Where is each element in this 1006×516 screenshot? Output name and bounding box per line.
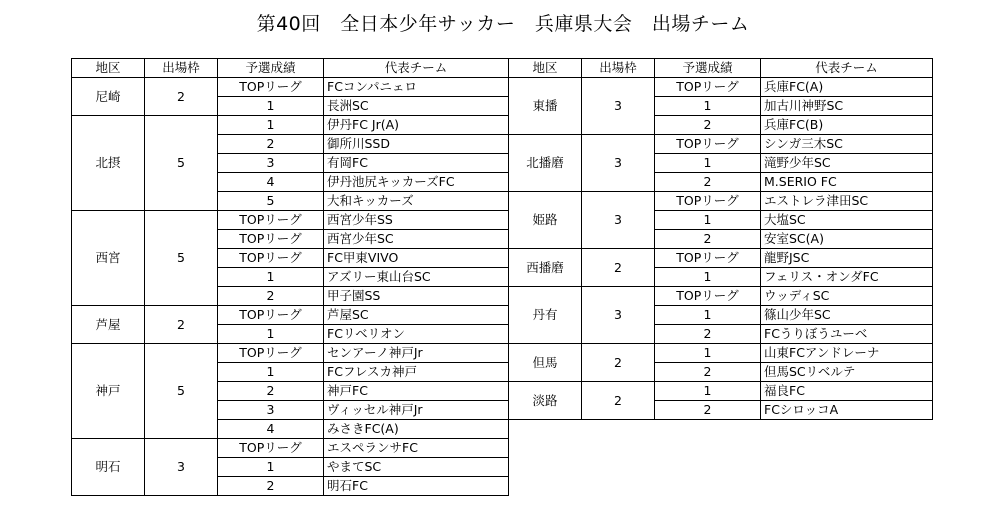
qualifying-result-cell: TOPリーグ [218, 78, 324, 97]
slots-cell: 3 [582, 135, 655, 192]
table-row [509, 382, 933, 401]
table-row [509, 192, 933, 211]
team-name-cell: ヴィッセル神戸Jr [324, 401, 509, 420]
team-name-cell: エスペランサFC [324, 439, 509, 458]
slots-cell: 2 [582, 344, 655, 382]
district-cell: 西播磨 [509, 249, 582, 287]
team-name-cell: 加古川神野SC [761, 97, 933, 116]
qualifying-result-cell: TOPリーグ [655, 78, 761, 97]
team-name-cell: 篠山少年SC [761, 306, 933, 325]
team-name-cell: 長洲SC [324, 97, 509, 116]
team-name-cell: やまてSC [324, 458, 509, 477]
team-name-cell: 有岡FC [324, 154, 509, 173]
team-name-cell: 大塩SC [761, 211, 933, 230]
team-name-cell: エストレラ津田SC [761, 192, 933, 211]
qualifying-result-cell: 2 [655, 325, 761, 344]
team-name-cell: FCシロッコA [761, 401, 933, 420]
qualifying-result-cell: 1 [218, 268, 324, 287]
team-name-cell: M.SERIO FC [761, 173, 933, 192]
district-cell: 西宮 [72, 211, 145, 306]
team-name-cell: FCフレスカ神戸 [324, 363, 509, 382]
district-cell: 淡路 [509, 382, 582, 420]
district-cell: 東播 [509, 78, 582, 135]
table-row [72, 344, 509, 363]
team-name-cell: センアーノ神戸Jr [324, 344, 509, 363]
qualifying-result-cell: 2 [218, 287, 324, 306]
qualifying-result-cell: TOPリーグ [218, 344, 324, 363]
slots-cell: 3 [582, 192, 655, 249]
header-team: 代表チーム [761, 59, 933, 78]
district-cell: 明石 [72, 439, 145, 496]
table-left-body [72, 59, 509, 496]
header-district: 地区 [72, 59, 145, 78]
slots-cell: 3 [582, 78, 655, 135]
team-name-cell: 神戸FC [324, 382, 509, 401]
table-row [72, 211, 509, 230]
district-cell: 北摂 [72, 116, 145, 211]
slots-cell: 3 [145, 439, 218, 496]
team-name-cell: 伊丹池尻キッカーズFC [324, 173, 509, 192]
table-row [72, 116, 509, 135]
header-qualifying: 予選成績 [218, 59, 324, 78]
qualifying-result-cell: 3 [218, 401, 324, 420]
qualifying-result-cell: 2 [655, 116, 761, 135]
team-name-cell: 明石FC [324, 477, 509, 496]
team-name-cell: アズリー東山台SC [324, 268, 509, 287]
team-name-cell: 山東FCアンドレーナ [761, 344, 933, 363]
team-name-cell: 龍野JSC [761, 249, 933, 268]
header-row [509, 59, 933, 78]
header-row [72, 59, 509, 78]
header-slots: 出場枠 [145, 59, 218, 78]
table-row [509, 249, 933, 268]
team-name-cell: 甲子園SS [324, 287, 509, 306]
qualifying-result-cell: 1 [655, 382, 761, 401]
team-name-cell: 滝野少年SC [761, 154, 933, 173]
qualifying-result-cell: TOPリーグ [218, 439, 324, 458]
table-row [72, 78, 509, 97]
qualifying-result-cell: TOPリーグ [218, 249, 324, 268]
qualifying-result-cell: TOPリーグ [655, 249, 761, 268]
district-cell: 尼崎 [72, 78, 145, 116]
team-name-cell: 西宮少年SS [324, 211, 509, 230]
qualifying-result-cell: 1 [655, 268, 761, 287]
slots-cell: 5 [145, 116, 218, 211]
district-cell: 神戸 [72, 344, 145, 439]
team-name-cell: 御所川SSD [324, 135, 509, 154]
qualifying-result-cell: 4 [218, 173, 324, 192]
qualifying-result-cell: 1 [218, 458, 324, 477]
qualifying-result-cell: TOPリーグ [655, 287, 761, 306]
qualifying-result-cell: 5 [218, 192, 324, 211]
slots-cell: 2 [145, 306, 218, 344]
qualifying-result-cell: TOPリーグ [655, 192, 761, 211]
qualifying-result-cell: TOPリーグ [218, 306, 324, 325]
team-name-cell: FC甲東VIVO [324, 249, 509, 268]
qualifying-result-cell: 2 [655, 173, 761, 192]
qualifying-result-cell: 1 [655, 306, 761, 325]
team-name-cell: 西宮少年SC [324, 230, 509, 249]
team-name-cell: みさきFC(A) [324, 420, 509, 439]
team-name-cell: 兵庫FC(A) [761, 78, 933, 97]
team-name-cell: FCコンパニェロ [324, 78, 509, 97]
qualifying-result-cell: 1 [655, 97, 761, 116]
team-name-cell: FCうりぼうユーベ [761, 325, 933, 344]
qualifying-result-cell: 2 [655, 401, 761, 420]
district-cell: 但馬 [509, 344, 582, 382]
team-name-cell: 福良FC [761, 382, 933, 401]
table-row [509, 287, 933, 306]
team-name-cell: 芦屋SC [324, 306, 509, 325]
qualifying-result-cell: 4 [218, 420, 324, 439]
qualifying-result-cell: 3 [218, 154, 324, 173]
header-qualifying: 予選成績 [655, 59, 761, 78]
slots-cell: 5 [145, 344, 218, 439]
slots-cell: 3 [582, 287, 655, 344]
team-name-cell: 但馬SCリベルテ [761, 363, 933, 382]
teams-table-right [508, 58, 933, 420]
qualifying-result-cell: 1 [218, 363, 324, 382]
qualifying-result-cell: 2 [218, 382, 324, 401]
page-title: 第40回 全日本少年サッカー 兵庫県大会 出場チーム [256, 13, 750, 35]
slots-cell: 2 [145, 78, 218, 116]
qualifying-result-cell: 2 [218, 477, 324, 496]
team-name-cell: フェリス・オンダFC [761, 268, 933, 287]
qualifying-result-cell: TOPリーグ [218, 211, 324, 230]
header-team: 代表チーム [324, 59, 509, 78]
district-cell: 芦屋 [72, 306, 145, 344]
header-slots: 出場枠 [582, 59, 655, 78]
slots-cell: 2 [582, 249, 655, 287]
slots-cell: 2 [582, 382, 655, 420]
qualifying-result-cell: 2 [218, 135, 324, 154]
table-row [72, 306, 509, 325]
qualifying-result-cell: 1 [218, 325, 324, 344]
table-row [72, 439, 509, 458]
qualifying-result-cell: 1 [655, 211, 761, 230]
qualifying-result-cell: TOPリーグ [655, 135, 761, 154]
teams-table-left [71, 58, 509, 496]
team-name-cell: 安室SC(A) [761, 230, 933, 249]
district-cell: 北播磨 [509, 135, 582, 192]
qualifying-result-cell: TOPリーグ [218, 230, 324, 249]
header-district: 地区 [509, 59, 582, 78]
qualifying-result-cell: 2 [655, 230, 761, 249]
table-row [509, 78, 933, 97]
team-name-cell: 兵庫FC(B) [761, 116, 933, 135]
qualifying-result-cell: 1 [218, 116, 324, 135]
district-cell: 姫路 [509, 192, 582, 249]
team-name-cell: ウッディSC [761, 287, 933, 306]
team-name-cell: 大和キッカーズ [324, 192, 509, 211]
slots-cell: 5 [145, 211, 218, 306]
table-right-body [509, 59, 933, 420]
qualifying-result-cell: 1 [218, 97, 324, 116]
team-name-cell: 伊丹FC Jr(A) [324, 116, 509, 135]
qualifying-result-cell: 2 [655, 363, 761, 382]
team-name-cell: シンガ三木SC [761, 135, 933, 154]
qualifying-result-cell: 1 [655, 154, 761, 173]
table-row [509, 344, 933, 363]
qualifying-result-cell: 1 [655, 344, 761, 363]
district-cell: 丹有 [509, 287, 582, 344]
table-row [509, 135, 933, 154]
team-name-cell: FCリベリオン [324, 325, 509, 344]
